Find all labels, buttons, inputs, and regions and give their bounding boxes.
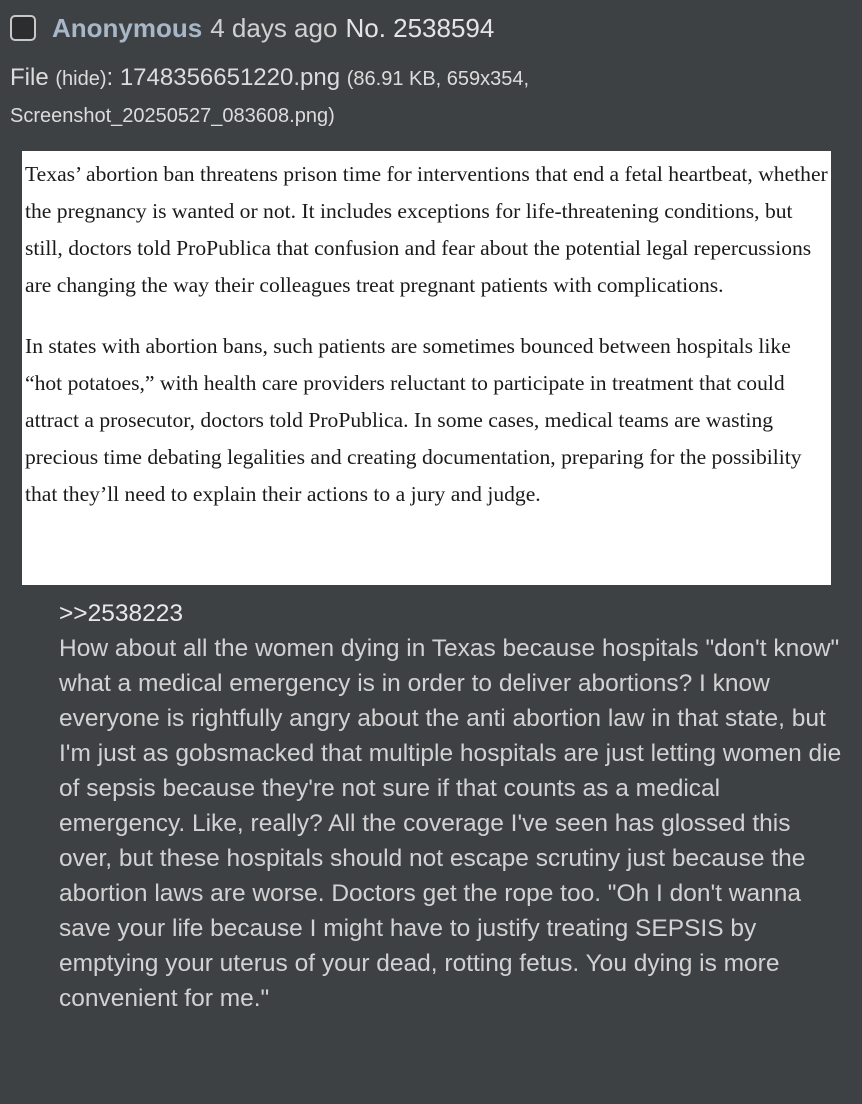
file-name-link[interactable]: 1748356651220.png [119,64,341,91]
post-date: 4 days ago [210,12,338,43]
post-select-checkbox[interactable] [10,15,36,41]
attached-image[interactable] [22,151,831,585]
file-hide-link[interactable]: (hide) [55,68,107,90]
file-info [10,60,830,134]
file-colon: : [106,64,114,91]
post-header [10,10,494,46]
post-author: Anonymous [52,12,203,43]
file-meta: (86.91 KB, 659x354, [346,68,530,90]
quote-link[interactable]: >>2538223 [59,600,183,627]
image-text-paragraph-2: In states with abortion bans, such patients are sometimes bounced between hospitals like “hot potatoes,” with health care providers reluctant to participate in treatment that could attract a prosecutor, doctors told ProPublica. In some cases, medical teams are wasting precious time debating legalities and creating documentation, preparing for the possibility that they’ll need to explain their actions to a jury and judge. [25,334,802,506]
file-label: File [10,64,49,91]
post-comment [59,596,849,1016]
image-text-paragraph-1: Texas’ abortion ban threatens prison time for interventions that end a fetal heartbeat, whether the pregnancy is wanted or not. It includes exceptions for life-threatening conditions, but still, doctors told ProPublica that confusion and fear about the potential legal repercussions are changing the way their colleagues treat pregnant patients with complications. [25,162,828,297]
post-number-link[interactable]: No. 2538594 [345,12,495,43]
file-original-name: Screenshot_20250527_083608.png) [10,105,335,127]
comment-text: How about all the women dying in Texas because hospitals "don't know" what a medical emergency is in order to deliver abortions? I know everyone is rightfully angry about the anti abortion law in that state, but I'm just as gobsmacked that multiple hospitals are just letting women die of sepsis because they're not sure if that counts as a medical emergency. Like, really? All the coverage I've seen has glossed this over, but these hospitals should not escape scrutiny just because the abortion laws are worse. Doctors get the rope too. "Oh I don't wanna save your life because I might have to justify treating SEPSIS by emptying your uterus of your dead, rotting fetus. You dying is more convenient for me." [59,635,842,1012]
